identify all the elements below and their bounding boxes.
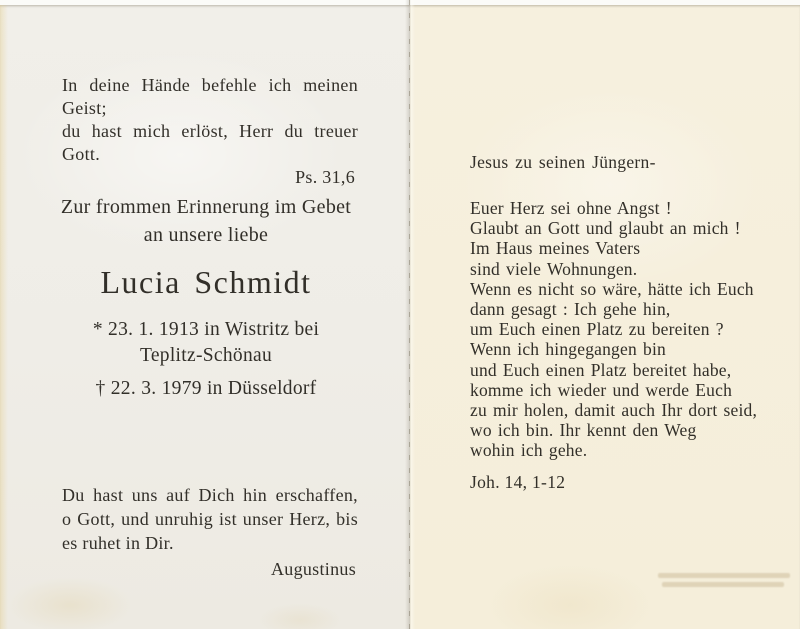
memorial-intro	[8, 196, 404, 246]
memorial-intro-line-1: Zur frommen Erinnerung im Gebet	[60, 196, 352, 218]
gospel-line: sind viele Wohnungen.	[470, 258, 638, 279]
vital-dates	[8, 317, 404, 402]
memorial-card-left-page	[0, 5, 410, 629]
deceased-name: Lucia Schmidt	[100, 264, 312, 300]
gospel-line: um Euch einen Platz zu bereiten ?	[470, 319, 724, 340]
psalm-quote	[62, 74, 358, 189]
augustine-line-3: es ruhet in Dir.	[62, 533, 174, 553]
quote-attribution: Augustinus	[270, 559, 356, 579]
memorial-card-right-page	[410, 5, 800, 629]
printer-imprint	[658, 573, 790, 591]
psalm-line-2: du hast mich erlöst, Herr du treuer Gott.	[62, 121, 358, 164]
gospel-line: Euer Herz sei ohne Angst !	[470, 198, 672, 218]
birth-place-line: Teplitz-Schönau	[139, 345, 272, 366]
gospel-reference: Joh. 14, 1-12	[470, 472, 566, 492]
augustine-line-1: Du hast uns auf Dich hin erschaffen,	[62, 485, 358, 505]
page-edge-tint	[0, 5, 8, 629]
psalm-line-1: In deine Hände befehle ich meinen Geist;	[62, 75, 358, 118]
augustine-quote	[62, 483, 358, 581]
printer-imprint-line	[658, 573, 790, 578]
gospel-line: Glaubt an Gott und glaubt an mich !	[470, 218, 741, 239]
gospel-line: Im Haus meines Vaters	[470, 238, 641, 259]
card-fold	[405, 0, 415, 629]
death-date-line: † 22. 3. 1979 in Düsseldorf	[95, 378, 317, 399]
gospel-line: dann gesagt : Ich gehe hin,	[470, 299, 671, 320]
gospel-heading: Jesus zu seinen Jüngern-	[470, 152, 656, 172]
printer-imprint-line	[662, 582, 784, 587]
memorial-intro-line-2: an unsere liebe	[143, 224, 269, 246]
card-fold-crease	[409, 0, 410, 629]
gospel-line: wohin ich gehe.	[470, 440, 588, 461]
gospel-text	[470, 198, 792, 461]
birth-date-line: * 23. 1. 1913 in Wistritz bei	[92, 319, 320, 340]
gospel-line: Wenn ich hingegangen bin	[470, 339, 666, 360]
augustine-line-2: o Gott, und unruhig ist unser Herz, bis	[62, 509, 358, 529]
gospel-line: wo ich bin. Ihr kennt den Weg	[470, 420, 697, 441]
gospel-line: zu mir holen, damit auch Ihr dort seid,	[470, 400, 758, 421]
gospel-line: und Euch einen Platz bereitet habe,	[470, 359, 732, 380]
psalm-reference: Ps. 31,6	[295, 167, 355, 187]
gospel-line: komme ich wieder und werde Euch	[470, 379, 733, 400]
gospel-line: Wenn es nicht so wäre, hätte ich Euch	[470, 278, 754, 299]
